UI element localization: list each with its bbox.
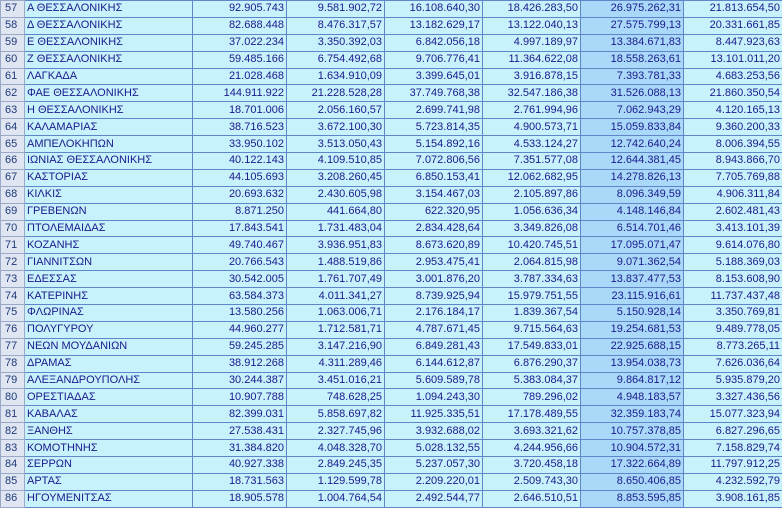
cell-value[interactable]: 26.975.262,31 bbox=[581, 1, 684, 18]
cell-name[interactable]: ΚΟΜΟΤΗΝΗΣ bbox=[25, 440, 193, 457]
cell-value[interactable]: 4.997.189,97 bbox=[483, 34, 581, 51]
cell-value[interactable]: 15.979.751,55 bbox=[483, 288, 581, 305]
cell-value[interactable]: 8.650.406,85 bbox=[581, 473, 684, 490]
cell-value[interactable]: 30.542.005 bbox=[193, 271, 287, 288]
table-row bbox=[1, 473, 782, 490]
cell-value[interactable]: 144.911.922 bbox=[193, 85, 287, 102]
cell-value[interactable]: 8.476.317,57 bbox=[287, 17, 385, 34]
cell-value[interactable]: 11.925.335,51 bbox=[385, 406, 483, 423]
cell-value[interactable]: 18.905.578 bbox=[193, 490, 287, 507]
cell-value[interactable]: 10.757.378,85 bbox=[581, 423, 684, 440]
cell-value[interactable]: 20.766.543 bbox=[193, 254, 287, 271]
cell-value[interactable]: 8.006.394,55 bbox=[684, 136, 782, 153]
cell-value[interactable]: 4.244.956,66 bbox=[483, 440, 581, 457]
cell-value[interactable]: 3.154.467,03 bbox=[385, 186, 483, 203]
cell-value[interactable]: 8.673.620,89 bbox=[385, 237, 483, 254]
row-header[interactable]: 72 bbox=[1, 254, 25, 271]
cell-value[interactable]: 12.742.640,24 bbox=[581, 136, 684, 153]
cell-value[interactable]: 622.320,95 bbox=[385, 203, 483, 220]
cell-value[interactable]: 7.626.036,64 bbox=[684, 355, 782, 372]
cell-value[interactable]: 9.360.200,33 bbox=[684, 119, 782, 136]
cell-value[interactable]: 38.912.268 bbox=[193, 355, 287, 372]
cell-value[interactable]: 19.254.681,53 bbox=[581, 321, 684, 338]
table-row bbox=[1, 51, 782, 68]
cell-value[interactable]: 27.538.431 bbox=[193, 423, 287, 440]
row-header[interactable]: 74 bbox=[1, 288, 25, 305]
cell-value[interactable]: 3.001.876,20 bbox=[385, 271, 483, 288]
cell-value[interactable]: 1.634.910,09 bbox=[287, 68, 385, 85]
cell-value[interactable]: 3.936.951,83 bbox=[287, 237, 385, 254]
cell-value[interactable]: 8.096.349,59 bbox=[581, 186, 684, 203]
cell-value[interactable]: 4.900.573,71 bbox=[483, 119, 581, 136]
table-row bbox=[1, 490, 782, 507]
cell-value[interactable]: 2.834.428,64 bbox=[385, 220, 483, 237]
cell-name[interactable]: ΚΙΛΚΙΣ bbox=[25, 186, 193, 203]
row-header[interactable]: 75 bbox=[1, 305, 25, 322]
cell-value[interactable]: 37.022.234 bbox=[193, 34, 287, 51]
cell-value[interactable]: 30.244.387 bbox=[193, 372, 287, 389]
cell-value[interactable]: 27.575.799,13 bbox=[581, 17, 684, 34]
cell-value[interactable]: 5.188.369,03 bbox=[684, 254, 782, 271]
cell-value[interactable]: 3.208.260,45 bbox=[287, 169, 385, 186]
cell-value[interactable]: 4.011.341,27 bbox=[287, 288, 385, 305]
table-row bbox=[1, 220, 782, 237]
cell-value[interactable]: 1.839.367,54 bbox=[483, 305, 581, 322]
cell-value[interactable]: 7.393.781,33 bbox=[581, 68, 684, 85]
cell-value[interactable]: 8.943.866,70 bbox=[684, 153, 782, 170]
cell-value[interactable]: 1.731.483,04 bbox=[287, 220, 385, 237]
cell-value[interactable]: 3.350.769,81 bbox=[684, 305, 782, 322]
cell-value[interactable]: 3.399.645,01 bbox=[385, 68, 483, 85]
cell-value[interactable]: 6.842.056,18 bbox=[385, 34, 483, 51]
cell-name[interactable]: ΗΓΟΥΜΕΝΙΤΣΑΣ bbox=[25, 490, 193, 507]
cell-value[interactable]: 10.904.572,31 bbox=[581, 440, 684, 457]
table-row bbox=[1, 406, 782, 423]
cell-value[interactable]: 63.584.373 bbox=[193, 288, 287, 305]
cell-value[interactable]: 2.327.745,96 bbox=[287, 423, 385, 440]
cell-value[interactable]: 21.228.528,28 bbox=[287, 85, 385, 102]
cell-value[interactable]: 14.278.826,13 bbox=[581, 169, 684, 186]
cell-value[interactable]: 1.761.707,49 bbox=[287, 271, 385, 288]
cell-value[interactable]: 21.028.468 bbox=[193, 68, 287, 85]
row-header[interactable]: 63 bbox=[1, 102, 25, 119]
cell-value[interactable]: 6.144.612,87 bbox=[385, 355, 483, 372]
cell-value[interactable]: 9.614.076,80 bbox=[684, 237, 782, 254]
cell-value[interactable]: 20.693.632 bbox=[193, 186, 287, 203]
cell-value[interactable]: 3.327.436,56 bbox=[684, 389, 782, 406]
row-header[interactable]: 69 bbox=[1, 203, 25, 220]
cell-value[interactable]: 6.827.296,65 bbox=[684, 423, 782, 440]
cell-value[interactable]: 2.646.510,51 bbox=[483, 490, 581, 507]
cell-value[interactable]: 13.580.256 bbox=[193, 305, 287, 322]
table-row bbox=[1, 254, 782, 271]
table-row bbox=[1, 457, 782, 474]
cell-value[interactable]: 18.426.283,50 bbox=[483, 1, 581, 18]
table-row bbox=[1, 68, 782, 85]
cell-value[interactable]: 82.399.031 bbox=[193, 406, 287, 423]
cell-value[interactable]: 21.813.654,50 bbox=[684, 1, 782, 18]
cell-name[interactable]: ΑΜΠΕΛΟΚΗΠΩΝ bbox=[25, 136, 193, 153]
cell-name[interactable]: Α ΘΕΣΣΑΛΟΝΙΚΗΣ bbox=[25, 1, 193, 18]
cell-value[interactable]: 59.245.285 bbox=[193, 338, 287, 355]
cell-value[interactable]: 3.720.458,18 bbox=[483, 457, 581, 474]
cell-value[interactable]: 3.932.688,02 bbox=[385, 423, 483, 440]
cell-value[interactable]: 441.664,80 bbox=[287, 203, 385, 220]
cell-value[interactable]: 16.108.640,30 bbox=[385, 1, 483, 18]
row-header[interactable]: 59 bbox=[1, 34, 25, 51]
cell-name[interactable]: ΔΡΑΜΑΣ bbox=[25, 355, 193, 372]
row-header[interactable]: 73 bbox=[1, 271, 25, 288]
cell-value[interactable]: 7.158.829,74 bbox=[684, 440, 782, 457]
cell-value[interactable]: 4.109.510,85 bbox=[287, 153, 385, 170]
cell-name[interactable]: ΚΟΖΑΝΗΣ bbox=[25, 237, 193, 254]
cell-value[interactable]: 1.004.764,54 bbox=[287, 490, 385, 507]
cell-value[interactable]: 4.787.671,45 bbox=[385, 321, 483, 338]
cell-value[interactable]: 17.549.833,01 bbox=[483, 338, 581, 355]
row-header[interactable]: 62 bbox=[1, 85, 25, 102]
cell-value[interactable]: 21.860.350,54 bbox=[684, 85, 782, 102]
cell-value[interactable]: 49.740.467 bbox=[193, 237, 287, 254]
cell-name[interactable]: ΑΡΤΑΣ bbox=[25, 473, 193, 490]
cell-value[interactable]: 3.349.826,08 bbox=[483, 220, 581, 237]
cell-value[interactable]: 40.122.143 bbox=[193, 153, 287, 170]
table-row bbox=[1, 169, 782, 186]
cell-value[interactable]: 2.209.220,01 bbox=[385, 473, 483, 490]
cell-value[interactable]: 18.701.006 bbox=[193, 102, 287, 119]
cell-value[interactable]: 9.489.778,05 bbox=[684, 321, 782, 338]
cell-value[interactable]: 9.581.902,72 bbox=[287, 1, 385, 18]
cell-value[interactable]: 18.558.263,61 bbox=[581, 51, 684, 68]
cell-name[interactable]: ΚΑΣΤΟΡΙΑΣ bbox=[25, 169, 193, 186]
cell-name[interactable]: ΣΕΡΡΩΝ bbox=[25, 457, 193, 474]
row-header[interactable]: 64 bbox=[1, 119, 25, 136]
cell-value[interactable]: 2.056.160,57 bbox=[287, 102, 385, 119]
cell-value[interactable]: 2.699.741,98 bbox=[385, 102, 483, 119]
row-header[interactable]: 70 bbox=[1, 220, 25, 237]
cell-value[interactable]: 4.533.124,27 bbox=[483, 136, 581, 153]
cell-value[interactable]: 2.761.994,96 bbox=[483, 102, 581, 119]
cell-value[interactable]: 3.513.050,43 bbox=[287, 136, 385, 153]
cell-value[interactable]: 3.916.878,15 bbox=[483, 68, 581, 85]
cell-value[interactable]: 3.672.100,30 bbox=[287, 119, 385, 136]
row-header[interactable]: 85 bbox=[1, 473, 25, 490]
cell-value[interactable]: 3.451.016,21 bbox=[287, 372, 385, 389]
cell-value[interactable]: 37.749.768,38 bbox=[385, 85, 483, 102]
cell-value[interactable]: 7.062.943,29 bbox=[581, 102, 684, 119]
cell-value[interactable]: 2.105.897,86 bbox=[483, 186, 581, 203]
cell-value[interactable]: 3.908.161,85 bbox=[684, 490, 782, 507]
cell-value[interactable]: 13.954.038,73 bbox=[581, 355, 684, 372]
cell-value[interactable]: 8.153.608,90 bbox=[684, 271, 782, 288]
cell-value[interactable]: 9.071.362,54 bbox=[581, 254, 684, 271]
cell-value[interactable]: 3.693.321,62 bbox=[483, 423, 581, 440]
cell-value[interactable]: 5.028.132,55 bbox=[385, 440, 483, 457]
cell-value[interactable]: 13.101.011,20 bbox=[684, 51, 782, 68]
cell-value[interactable]: 8.871.250 bbox=[193, 203, 287, 220]
cell-value[interactable]: 12.644.381,45 bbox=[581, 153, 684, 170]
table-row bbox=[1, 34, 782, 51]
cell-name[interactable]: ΛΑΓΚΑΔΑ bbox=[25, 68, 193, 85]
table-row bbox=[1, 186, 782, 203]
cell-value[interactable]: 59.485.166 bbox=[193, 51, 287, 68]
cell-value[interactable]: 2.849.245,35 bbox=[287, 457, 385, 474]
row-header[interactable]: 79 bbox=[1, 372, 25, 389]
cell-value[interactable]: 7.351.577,08 bbox=[483, 153, 581, 170]
row-header[interactable]: 66 bbox=[1, 153, 25, 170]
cell-value[interactable]: 5.723.814,35 bbox=[385, 119, 483, 136]
cell-name[interactable]: ΓΡΕΒΕΝΩΝ bbox=[25, 203, 193, 220]
cell-value[interactable]: 4.120.165,13 bbox=[684, 102, 782, 119]
cell-name[interactable]: ΓΙΑΝΝΙΤΣΩΝ bbox=[25, 254, 193, 271]
row-header[interactable]: 58 bbox=[1, 17, 25, 34]
cell-value[interactable]: 18.731.563 bbox=[193, 473, 287, 490]
cell-value[interactable]: 1.063.006,71 bbox=[287, 305, 385, 322]
cell-value[interactable]: 3.413.101,39 bbox=[684, 220, 782, 237]
cell-value[interactable]: 5.154.892,16 bbox=[385, 136, 483, 153]
cell-value[interactable]: 9.864.817,12 bbox=[581, 372, 684, 389]
cell-value[interactable]: 6.876.290,37 bbox=[483, 355, 581, 372]
table-row bbox=[1, 338, 782, 355]
cell-name[interactable]: ΑΛΕΞΑΝΔΡΟΥΠΟΛΗΣ bbox=[25, 372, 193, 389]
row-header[interactable]: 83 bbox=[1, 440, 25, 457]
cell-value[interactable]: 6.514.701,46 bbox=[581, 220, 684, 237]
row-header[interactable]: 78 bbox=[1, 355, 25, 372]
row-header[interactable]: 60 bbox=[1, 51, 25, 68]
table-row bbox=[1, 321, 782, 338]
cell-value[interactable]: 4.232.592,79 bbox=[684, 473, 782, 490]
cell-value[interactable]: 789.296,02 bbox=[483, 389, 581, 406]
row-header[interactable]: 68 bbox=[1, 186, 25, 203]
cell-name[interactable]: Ε ΘΕΣΣΑΛΟΝΙΚΗΣ bbox=[25, 34, 193, 51]
cell-value[interactable]: 11.737.437,48 bbox=[684, 288, 782, 305]
cell-value[interactable]: 20.331.661,85 bbox=[684, 17, 782, 34]
cell-value[interactable]: 4.048.328,70 bbox=[287, 440, 385, 457]
row-header[interactable]: 86 bbox=[1, 490, 25, 507]
cell-name[interactable]: ΙΩΝΙΑΣ ΘΕΣΣΑΛΟΝΙΚΗΣ bbox=[25, 153, 193, 170]
cell-name[interactable]: ΦΛΩΡΙΝΑΣ bbox=[25, 305, 193, 322]
cell-value[interactable]: 13.182.629,17 bbox=[385, 17, 483, 34]
cell-value[interactable]: 15.077.323,94 bbox=[684, 406, 782, 423]
cell-name[interactable]: Δ ΘΕΣΣΑΛΟΝΙΚΗΣ bbox=[25, 17, 193, 34]
cell-value[interactable]: 33.950.102 bbox=[193, 136, 287, 153]
row-header[interactable]: 81 bbox=[1, 406, 25, 423]
cell-value[interactable]: 8.447.923,63 bbox=[684, 34, 782, 51]
cell-value[interactable]: 1.712.581,71 bbox=[287, 321, 385, 338]
cell-value[interactable]: 5.935.879,20 bbox=[684, 372, 782, 389]
table-row bbox=[1, 1, 782, 18]
cell-value[interactable]: 17.843.541 bbox=[193, 220, 287, 237]
cell-value[interactable]: 3.350.392,03 bbox=[287, 34, 385, 51]
cell-value[interactable]: 748.628,25 bbox=[287, 389, 385, 406]
cell-value[interactable]: 44.960.277 bbox=[193, 321, 287, 338]
row-header[interactable]: 76 bbox=[1, 321, 25, 338]
cell-value[interactable]: 17.322.664,89 bbox=[581, 457, 684, 474]
cell-value[interactable]: 10.420.745,51 bbox=[483, 237, 581, 254]
cell-value[interactable]: 23.115.916,61 bbox=[581, 288, 684, 305]
cell-name[interactable]: ΠΤΟΛΕΜΑΙΔΑΣ bbox=[25, 220, 193, 237]
cell-value[interactable]: 8.773.265,11 bbox=[684, 338, 782, 355]
row-header[interactable]: 57 bbox=[1, 1, 25, 18]
cell-name[interactable]: ΚΑΤΕΡΙΝΗΣ bbox=[25, 288, 193, 305]
cell-name[interactable]: ΞΑΝΘΗΣ bbox=[25, 423, 193, 440]
cell-value[interactable]: 9.706.776,41 bbox=[385, 51, 483, 68]
cell-value[interactable]: 92.905.743 bbox=[193, 1, 287, 18]
cell-value[interactable]: 6.849.281,43 bbox=[385, 338, 483, 355]
cell-value[interactable]: 1.056.636,34 bbox=[483, 203, 581, 220]
row-header[interactable]: 84 bbox=[1, 457, 25, 474]
cell-value[interactable]: 2.509.743,30 bbox=[483, 473, 581, 490]
cell-value[interactable]: 13.122.040,13 bbox=[483, 17, 581, 34]
cell-value[interactable]: 1.094.243,30 bbox=[385, 389, 483, 406]
table-row bbox=[1, 389, 782, 406]
cell-value[interactable]: 31.384.820 bbox=[193, 440, 287, 457]
cell-value[interactable]: 6.850.153,41 bbox=[385, 169, 483, 186]
cell-value[interactable]: 7.705.769,88 bbox=[684, 169, 782, 186]
table-row bbox=[1, 237, 782, 254]
cell-value[interactable]: 31.526.088,13 bbox=[581, 85, 684, 102]
cell-name[interactable]: ΟΡΕΣΤΙΑΔΑΣ bbox=[25, 389, 193, 406]
cell-value[interactable]: 2.953.475,41 bbox=[385, 254, 483, 271]
cell-value[interactable]: 13.384.671,83 bbox=[581, 34, 684, 51]
table-row bbox=[1, 423, 782, 440]
table-row bbox=[1, 440, 782, 457]
cell-value[interactable]: 15.059.833,84 bbox=[581, 119, 684, 136]
cell-value[interactable]: 40.927.338 bbox=[193, 457, 287, 474]
cell-value[interactable]: 4.683.253,56 bbox=[684, 68, 782, 85]
cell-name[interactable]: ΚΑΒΑΛΑΣ bbox=[25, 406, 193, 423]
cell-name[interactable]: ΦΑΕ ΘΕΣΣΑΛΟΝΙΚΗΣ bbox=[25, 85, 193, 102]
cell-name[interactable]: ΕΔΕΣΣΑΣ bbox=[25, 271, 193, 288]
cell-value[interactable]: 44.105.693 bbox=[193, 169, 287, 186]
cell-value[interactable]: 8.853.595,85 bbox=[581, 490, 684, 507]
cell-name[interactable]: ΚΑΛΑΜΑΡΙΑΣ bbox=[25, 119, 193, 136]
table-row bbox=[1, 305, 782, 322]
cell-value[interactable]: 22.925.688,15 bbox=[581, 338, 684, 355]
cell-name[interactable]: Η ΘΕΣΣΑΛΟΝΙΚΗΣ bbox=[25, 102, 193, 119]
cell-value[interactable]: 82.688.448 bbox=[193, 17, 287, 34]
table-row bbox=[1, 136, 782, 153]
cell-value[interactable]: 32.359.183,74 bbox=[581, 406, 684, 423]
table-row bbox=[1, 102, 782, 119]
row-header[interactable]: 82 bbox=[1, 423, 25, 440]
cell-value[interactable]: 5.858.697,82 bbox=[287, 406, 385, 423]
cell-value[interactable]: 5.150.928,14 bbox=[581, 305, 684, 322]
cell-value[interactable]: 2.602.481,43 bbox=[684, 203, 782, 220]
cell-value[interactable]: 5.237.057,30 bbox=[385, 457, 483, 474]
table-row bbox=[1, 372, 782, 389]
cell-value[interactable]: 17.095.071,47 bbox=[581, 237, 684, 254]
row-header[interactable]: 71 bbox=[1, 237, 25, 254]
cell-value[interactable]: 4.906.311,84 bbox=[684, 186, 782, 203]
cell-value[interactable]: 2.176.184,17 bbox=[385, 305, 483, 322]
row-header[interactable]: 80 bbox=[1, 389, 25, 406]
cell-value[interactable]: 2.064.815,98 bbox=[483, 254, 581, 271]
table-row bbox=[1, 119, 782, 136]
cell-value[interactable]: 9.715.564,63 bbox=[483, 321, 581, 338]
cell-value[interactable]: 38.716.523 bbox=[193, 119, 287, 136]
cell-value[interactable]: 13.837.477,53 bbox=[581, 271, 684, 288]
table-row bbox=[1, 271, 782, 288]
row-header[interactable]: 61 bbox=[1, 68, 25, 85]
cell-value[interactable]: 2.492.544,77 bbox=[385, 490, 483, 507]
cell-value[interactable]: 12.062.682,95 bbox=[483, 169, 581, 186]
cell-value[interactable]: 17.178.489,55 bbox=[483, 406, 581, 423]
cell-value[interactable]: 5.609.589,78 bbox=[385, 372, 483, 389]
cell-value[interactable]: 3.787.334,63 bbox=[483, 271, 581, 288]
row-header[interactable]: 77 bbox=[1, 338, 25, 355]
cell-value[interactable]: 4.948.183,57 bbox=[581, 389, 684, 406]
table-row bbox=[1, 355, 782, 372]
cell-value[interactable]: 7.072.806,56 bbox=[385, 153, 483, 170]
cell-value[interactable]: 4.148.146,84 bbox=[581, 203, 684, 220]
cell-value[interactable]: 32.547.186,38 bbox=[483, 85, 581, 102]
row-header[interactable]: 67 bbox=[1, 169, 25, 186]
cell-value[interactable]: 1.488.519,86 bbox=[287, 254, 385, 271]
cell-name[interactable]: ΝΕΩΝ ΜΟΥΔΑΝΙΩΝ bbox=[25, 338, 193, 355]
row-header[interactable]: 65 bbox=[1, 136, 25, 153]
cell-value[interactable]: 5.383.084,37 bbox=[483, 372, 581, 389]
cell-value[interactable]: 3.147.216,90 bbox=[287, 338, 385, 355]
cell-value[interactable]: 4.311.289,46 bbox=[287, 355, 385, 372]
cell-value[interactable]: 1.129.599,78 bbox=[287, 473, 385, 490]
cell-value[interactable]: 11.364.622,08 bbox=[483, 51, 581, 68]
cell-value[interactable]: 11.797.912,25 bbox=[684, 457, 782, 474]
cell-name[interactable]: Ζ ΘΕΣΣΑΛΟΝΙΚΗΣ bbox=[25, 51, 193, 68]
cell-value[interactable]: 2.430.605,98 bbox=[287, 186, 385, 203]
table-row bbox=[1, 85, 782, 102]
table-row bbox=[1, 203, 782, 220]
table-row bbox=[1, 153, 782, 170]
cell-value[interactable]: 10.907.788 bbox=[193, 389, 287, 406]
cell-name[interactable]: ΠΟΛΥΓΥΡΟΥ bbox=[25, 321, 193, 338]
table-row bbox=[1, 288, 782, 305]
table-row bbox=[1, 17, 782, 34]
cell-value[interactable]: 8.739.925,94 bbox=[385, 288, 483, 305]
cell-value[interactable]: 6.754.492,68 bbox=[287, 51, 385, 68]
